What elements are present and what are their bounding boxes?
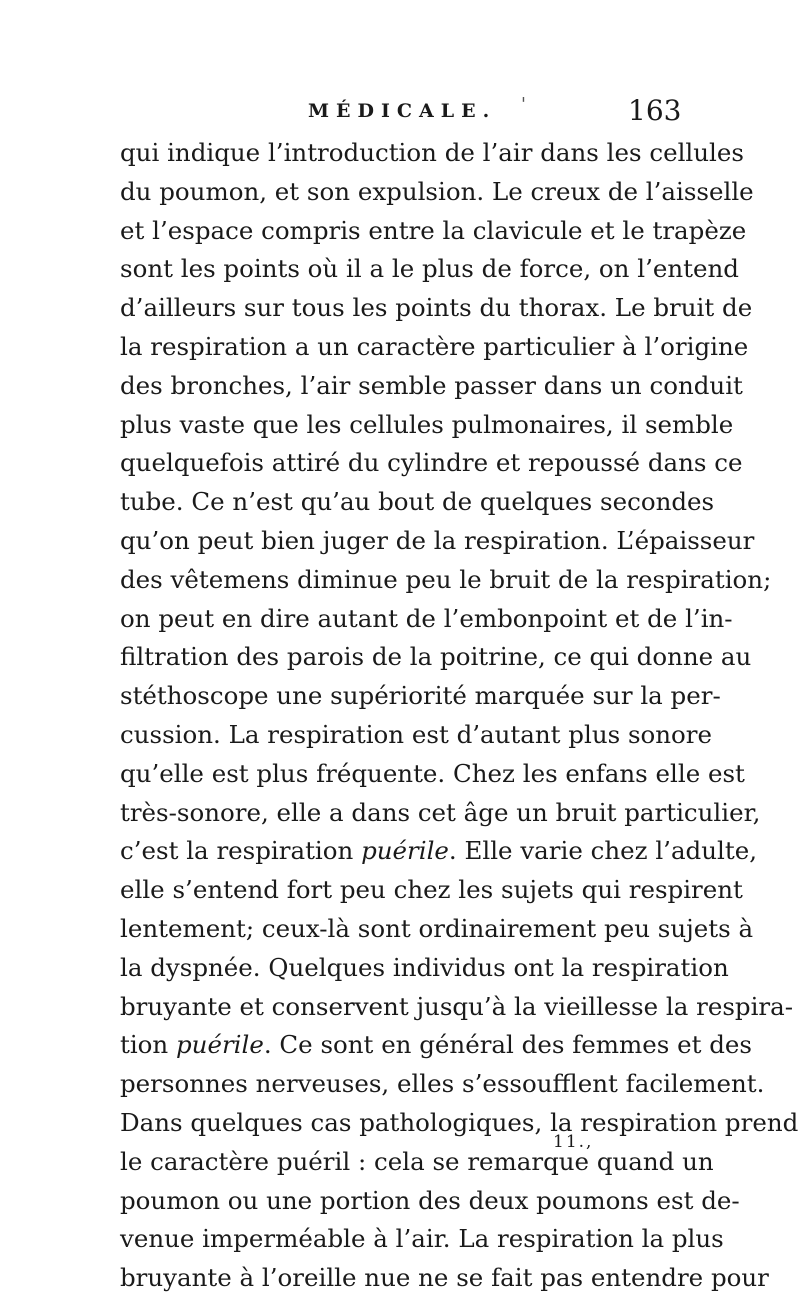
text-line: la dyspnée. Quelques individus ont la respiration [120,952,729,982]
text-line: sont les points où il a le plus de force, on l’entend [120,254,739,284]
header-mark: ' [521,94,526,115]
text-line: bruyante à l’oreille nue ne se fait pas entendre pour [120,1263,769,1293]
text-line: bruyante et conservent jusqu’à la vieillesse la respira- [120,991,794,1021]
text-line: plus vaste que les cellules pulmonaires, il semble [120,409,734,439]
text-line: la respiration a un caractère particulier à l’origine [120,331,749,361]
text-line: qui indique l’introduction de l’air dans les cellules [120,138,744,167]
text-line: d’ailleurs sur tous les points du thorax. Le bruit de [120,293,753,323]
text-line: venue imperméable à l’air. La respiration la plus [120,1224,724,1254]
text-line: du poumon, et son expulsion. Le creux de l’aisselle [120,176,754,206]
running-head [0,92,800,132]
text-line: quelquefois attiré du cylindre et repoussé dans ce [120,448,743,478]
text-line: très-sonore, elle a dans cet âge un bruit particulier, [120,797,761,827]
text-line: filtration des parois de la poitrine, ce qui donne au [120,642,752,672]
text-line: c’est la respiration puérile. Elle varie chez l’adulte, [120,836,757,866]
text-line: stéthoscope une supériorité marquée sur la per- [120,681,721,711]
text-line: lentement; ceux-là sont ordinairement peu sujets à [120,913,754,943]
text-line: qu’elle est plus fréquente. Chez les enfans elle est [120,758,745,788]
text-line: le caractère puéril : cela se remarque quand un [120,1146,714,1176]
body-text [120,134,799,1298]
text-line: qu’on peut bien juger de la respiration. L’épaisseur [120,525,755,555]
text-line: poumon ou une portion des deux poumons est de- [120,1185,740,1215]
text-line: des bronches, l’air semble passer dans un conduit [120,370,743,400]
text-line: Dans quelques cas pathologiques, la respiration prend [120,1107,799,1137]
text-line: on peut en dire autant de l’embonpoint et de l’in- [120,603,733,633]
text-line: cussion. La respiration est d’autant plus sonore [120,719,713,749]
signature-mark: 11., [553,1132,594,1152]
text-line: tion puérile. Ce sont en général des femmes et des [120,1030,752,1060]
running-title: MÉDICALE. [308,100,497,122]
page-number: 163 [628,94,682,127]
text-line: personnes nerveuses, elles s’essoufflent facilement. [120,1069,765,1099]
text-line: des vêtemens diminue peu le bruit de la respiration; [120,564,772,594]
text-line: tube. Ce n’est qu’au bout de quelques secondes [120,487,715,517]
text-line: et l’espace compris entre la clavicule et le trapèze [120,215,747,245]
text-line: elle s’entend fort peu chez les sujets qui respirent [120,875,743,905]
